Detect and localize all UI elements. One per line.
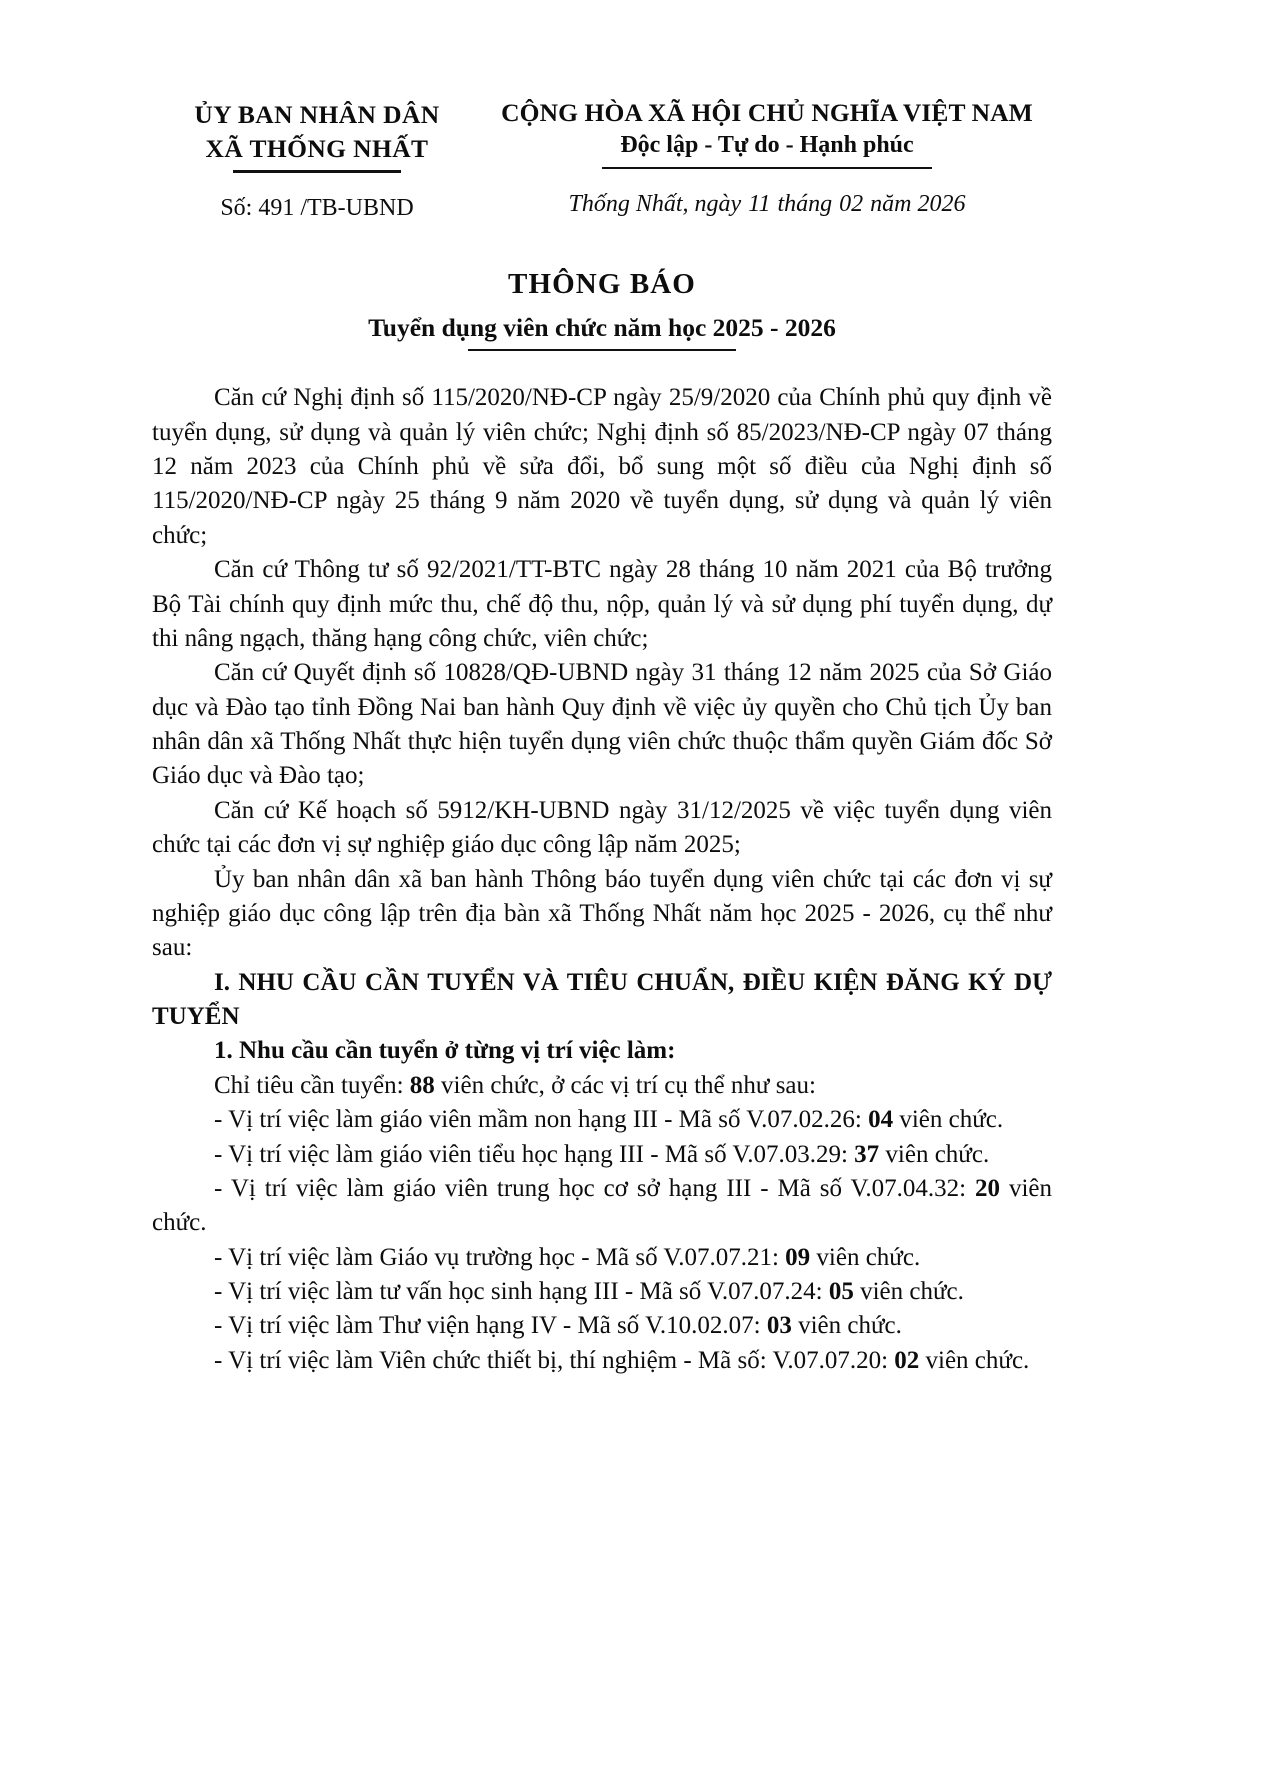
subtitle-underline (468, 349, 736, 352)
date-month-value: 02 (839, 191, 864, 218)
date-day-value: 11 (748, 191, 771, 218)
preamble-paragraph-1: Căn cứ Nghị định số 115/2020/NĐ-CP ngày 25/9/2020 của Chính phủ quy định về tuyển dụng, sử dụng và quản lý viên chức; Nghị định số 85/2023/NĐ-CP ngày 07 tháng 12 năm 2023 của Chính phủ về sửa đổi, bổ sung một số điều của Nghị định số 115/2020/NĐ-CP ngày 25 tháng 9 năm 2020 về tuyển dụng, sử dụng và quản lý viên chức; (152, 384, 1052, 549)
preamble-paragraph-2: Căn cứ Thông tư số 92/2021/TT-BTC ngày 28 tháng 10 năm 2021 của Bộ trưởng Bộ Tài chính quy định mức thu, chế độ thu, nộp, quản lý và sử dụng phí tuyển dụng, dự thi nâng ngạch, thăng hạng công chức, viên chức; (152, 556, 1052, 652)
position-count: 04 (868, 1106, 894, 1134)
authority-underline (233, 170, 401, 173)
position-unit: viên chức. (798, 1312, 902, 1340)
position-description: - Vị trí việc làm giáo viên mầm non hạng III - Mã số V.07.02.26: (214, 1106, 862, 1134)
national-title: CỘNG HÒA XÃ HỘI CHỦ NGHĨA VIỆT NAM (501, 98, 1033, 127)
document-number: Số: 491 /TB-UBND (220, 194, 414, 221)
position-list-item (152, 1309, 1052, 1343)
recruitment-quota-line (152, 1069, 1052, 1103)
date-place-prefix: Thống Nhất, ngày (568, 191, 742, 218)
authority-line-2: XÃ THỐNG NHẤT (205, 133, 429, 163)
position-unit: viên chức. (816, 1243, 921, 1271)
national-motto-underline (602, 167, 932, 170)
position-list (152, 1103, 1052, 1378)
document-body (152, 381, 1052, 1378)
date-year-label: năm 2026 (870, 191, 966, 218)
position-unit: viên chức. (885, 1140, 990, 1168)
position-list-item (152, 1138, 1052, 1172)
position-description: - Vị trí việc làm giáo viên trung học cơ sở hạng III - Mã số V.07.04.32: (214, 1174, 967, 1202)
quota-suffix: viên chức, ở các vị trí cụ thể như sau: (441, 1071, 816, 1099)
position-list-item (152, 1241, 1052, 1275)
document-subtitle: Tuyển dụng viên chức năm học 2025 - 2026 (368, 312, 836, 342)
position-list-item (152, 1103, 1052, 1137)
position-description: - Vị trí việc làm giáo viên tiểu học hạng III - Mã số V.07.03.29: (214, 1140, 848, 1168)
position-description: - Vị trí việc làm tư vấn học sinh hạng III - Mã số V.07.07.24: (214, 1278, 823, 1306)
section-heading-i: I. NHU CẦU CẦN TUYỂN VÀ TIÊU CHUẨN, ĐIỀU KIỆN ĐĂNG KÝ DỰ TUYỂN (152, 968, 1052, 1031)
position-list-item (152, 1344, 1052, 1378)
page-content (152, 96, 1052, 1378)
quota-total-value: 88 (409, 1071, 435, 1099)
place-and-date (482, 191, 1052, 218)
position-count: 20 (975, 1174, 1001, 1202)
position-count: 03 (766, 1312, 792, 1340)
position-list-item (152, 1172, 1052, 1241)
title-block (152, 268, 1052, 352)
position-unit: viên chức. (152, 1174, 1053, 1237)
position-description: - Vị trí việc làm Thư viện hạng IV - Mã số V.10.02.07: (214, 1312, 761, 1340)
quota-prefix: Chỉ tiêu cần tuyển: (214, 1071, 404, 1099)
subsection-heading-1: 1. Nhu cầu cần tuyển ở từng vị trí việc làm: (214, 1037, 676, 1065)
authority-line-1: ỦY BAN NHÂN DÂN (194, 100, 440, 129)
position-description: - Vị trí việc làm Viên chức thiết bị, thí nghiệm - Mã số: V.07.07.20: (214, 1346, 889, 1374)
national-motto: Độc lập - Tự do - Hạnh phúc (620, 132, 914, 159)
preamble-paragraph-4: Căn cứ Kế hoạch số 5912/KH-UBND ngày 31/12/2025 về việc tuyển dụng viên chức tại các đơn vị sự nghiệp giáo dục công lập năm 2025; (152, 796, 1052, 859)
preamble-paragraph-5: Ủy ban nhân dân xã ban hành Thông báo tuyển dụng viên chức tại các đơn vị sự nghiệp giáo dục công lập trên địa bàn xã Thống Nhất năm học 2025 - 2026, cụ thể như sau: (152, 865, 1052, 962)
position-unit: viên chức. (899, 1106, 1004, 1134)
position-count: 02 (894, 1346, 920, 1374)
position-count: 09 (785, 1243, 811, 1271)
issuing-authority-block (152, 96, 482, 222)
position-count: 05 (828, 1278, 854, 1306)
preamble-paragraph-3: Căn cứ Quyết định số 10828/QĐ-UBND ngày 31 tháng 12 năm 2025 của Sở Giáo dục và Đào tạo tỉnh Đồng Nai ban hành Quy định về việc ủy quyền cho Chủ tịch Ủy ban nhân dân xã Thống Nhất thực hiện tuyển dụng viên chức thuộc thẩm quyền Giám đốc Sở Giáo dục và Đào tạo; (152, 659, 1052, 790)
position-unit: viên chức. (925, 1346, 1030, 1374)
document-title: THÔNG BÁO (508, 267, 696, 300)
position-unit: viên chức. (860, 1278, 964, 1306)
document-header (152, 96, 1052, 222)
date-month-label: tháng (777, 191, 833, 218)
national-heading-block (482, 96, 1052, 218)
position-description: - Vị trí việc làm Giáo vụ trường học - Mã số V.07.07.21: (214, 1243, 779, 1271)
position-count: 37 (854, 1140, 880, 1168)
position-list-item (152, 1275, 1052, 1309)
